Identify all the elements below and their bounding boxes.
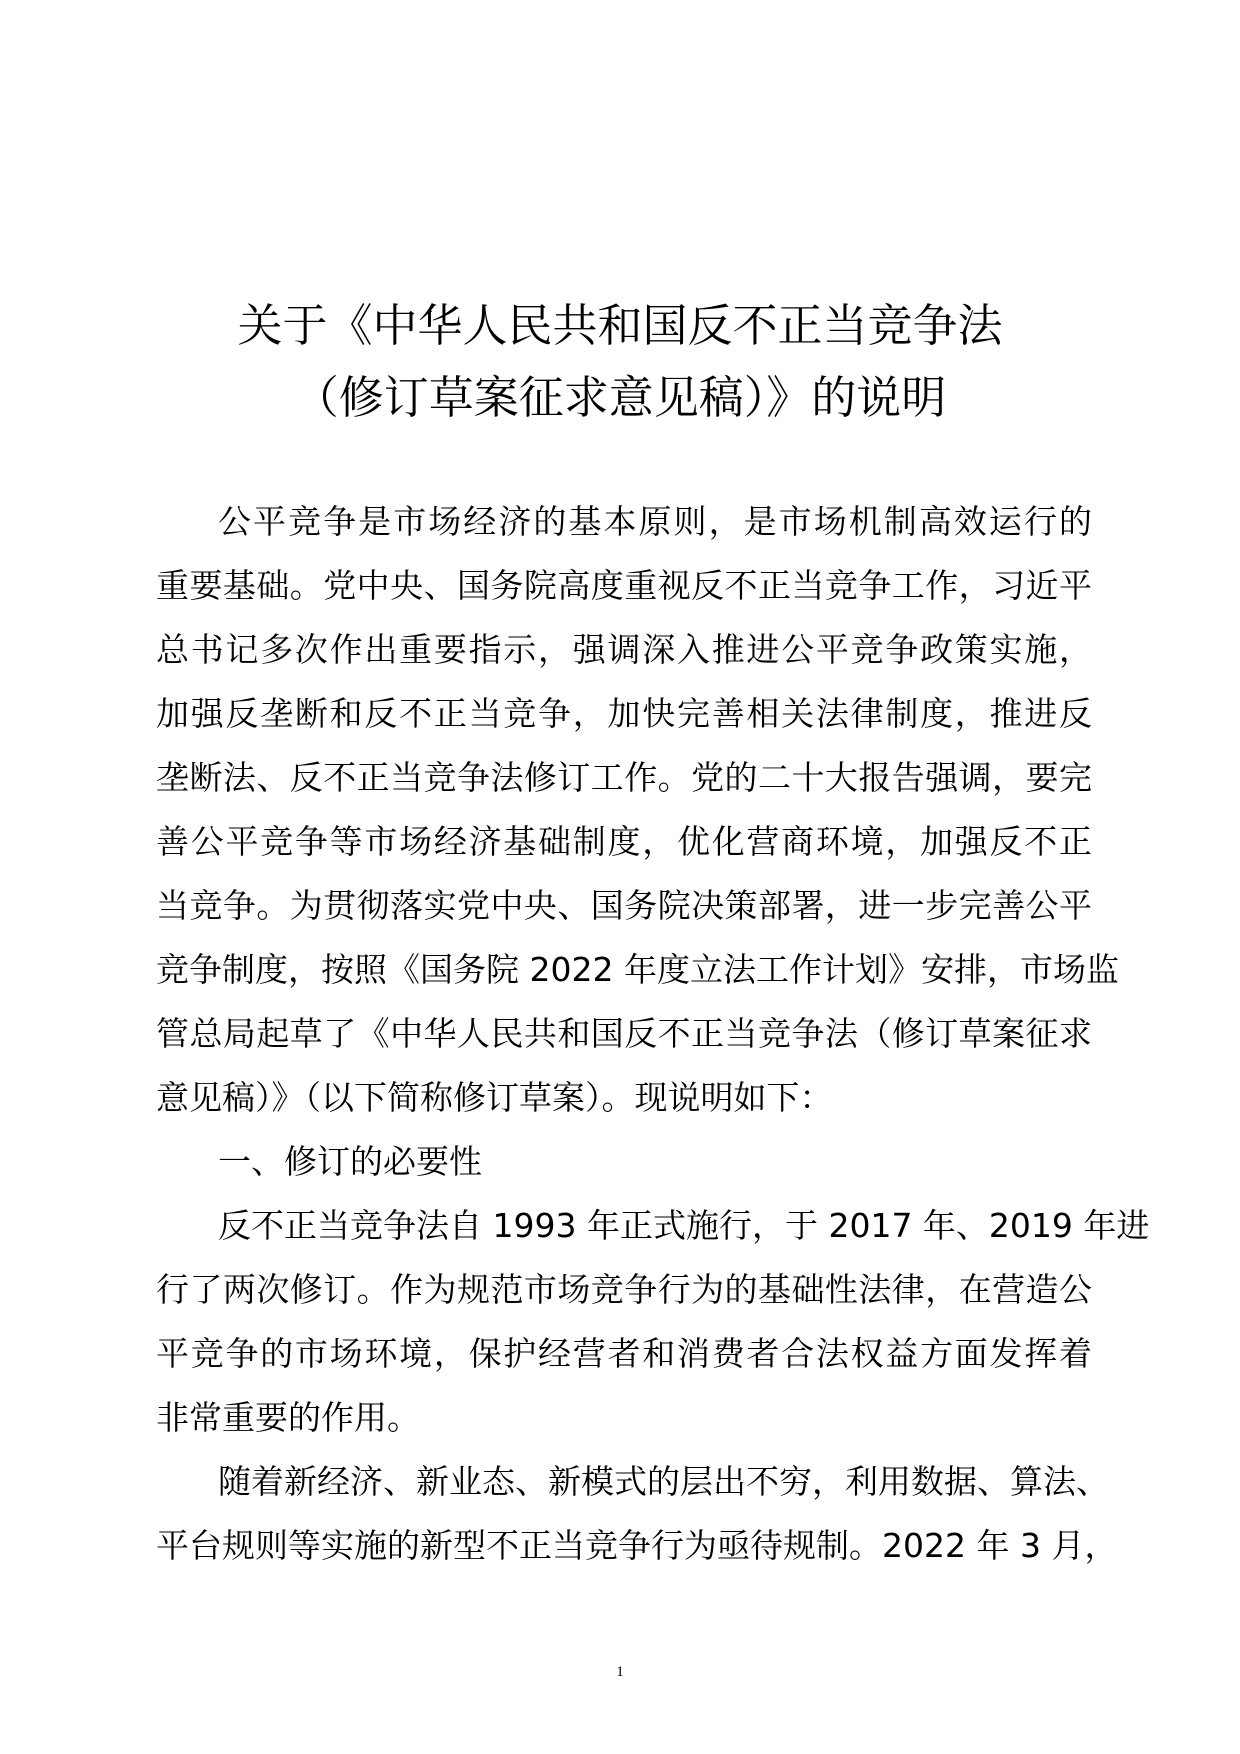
document-body: [156, 490, 1150, 1578]
paragraph-2-line: 平竞争的市场环境，保护经营者和消费者合法权益方面发挥着: [156, 1334, 1092, 1373]
document-title: [150, 290, 1090, 434]
paragraph-1-line: 管总局起草了《中华人民共和国反不正当竞争法（修订草案征求: [156, 1014, 1092, 1053]
paragraph-1-line: 当竞争。为贯彻落实党中央、国务院决策部署，进一步完善公平: [156, 886, 1092, 925]
paragraph-1-line: 垄断法、反不正当竞争法修订工作。党的二十大报告强调，要完: [156, 758, 1092, 797]
paragraph-1-line: 总书记多次作出重要指示，强调深入推进公平竞争政策实施，: [156, 630, 1092, 669]
paragraph-1-line: 公平竞争是市场经济的基本原则，是市场机制高效运行的: [218, 502, 1092, 541]
paragraph-1-line: 意见稿）》（以下简称修订草案）。现说明如下：: [156, 1078, 833, 1117]
paragraph-1-line: 加强反垄断和反不正当竞争，加快完善相关法律制度，推进反: [156, 694, 1092, 733]
paragraph-3-line: 随着新经济、新业态、新模式的层出不穷，利用数据、算法、: [218, 1462, 1109, 1501]
paragraph-1-line: 重要基础。党中央、国务院高度重视反不正当竞争工作，习近平: [156, 566, 1092, 605]
paragraph-2-line: 行了两次修订。作为规范市场竞争行为的基础性法律，在营造公: [156, 1270, 1092, 1309]
paragraph-3-line: 平台规则等实施的新型不正当竞争行为亟待规制。2022 年 3 月，: [156, 1526, 1118, 1565]
paragraph-1-line: 竞争制度，按照《国务院 2022 年度立法工作计划》安排，市场监: [156, 950, 1119, 989]
title-line-2: （修订草案征求意见稿）》的说明: [293, 371, 947, 424]
section-heading: 一、修订的必要性: [218, 1142, 482, 1181]
page-number: 1: [616, 1664, 624, 1680]
title-line-1: 关于《中华人民共和国反不正当竞争法: [237, 299, 1003, 352]
paragraph-1-line: 善公平竞争等市场经济基础制度，优化营商环境，加强反不正: [156, 822, 1092, 861]
paragraph-2-line: 非常重要的作用。: [156, 1398, 420, 1437]
paragraph-2-line: 反不正当竞争法自 1993 年正式施行，于 2017 年、2019 年进: [218, 1206, 1150, 1245]
